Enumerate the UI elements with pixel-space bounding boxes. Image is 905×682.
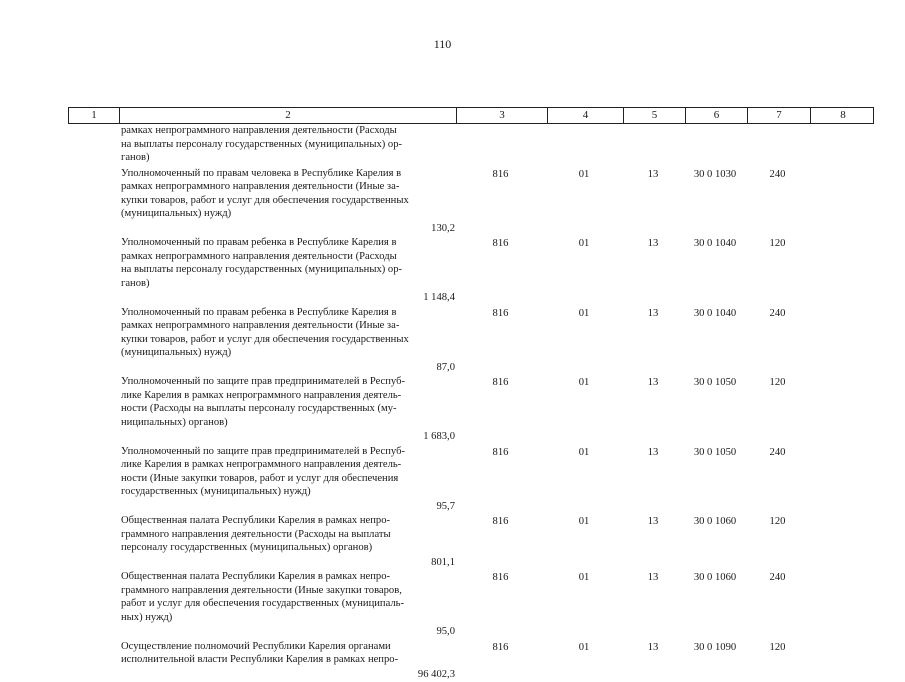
row-description	[118, 445, 455, 499]
table-row	[118, 236, 874, 305]
cell-spacer	[809, 445, 869, 499]
table-row	[118, 570, 874, 639]
description-line: Осуществление полномочий Республики Карелия органами	[121, 640, 391, 652]
expense-type-cell: 120	[769, 238, 786, 249]
description-line: Уполномоченный по правам ребенка в Республике Карелия в	[121, 306, 397, 318]
target-article-cell: 30 0 1040	[693, 238, 737, 249]
header-col-5: 5	[623, 108, 685, 123]
description-line: рамках непрограммного направления деятельности (Иные за-	[121, 320, 400, 331]
amount-cell: 96 402,3	[417, 668, 455, 680]
admin-code-cell: 816	[492, 238, 509, 249]
expense-type-cell: 240	[769, 446, 786, 458]
target-article-cell: 30 0 1050	[693, 377, 737, 388]
expense-type-cell: 240	[769, 307, 786, 319]
table-row	[118, 514, 874, 569]
expense-type-cell: 120	[769, 377, 786, 388]
cell-spacer	[809, 306, 869, 360]
description-line: работ и услуг для обеспечения государственных (муниципаль-	[121, 598, 405, 609]
cell-spacer	[809, 514, 869, 555]
row-description	[118, 640, 455, 667]
header-col-7: 7	[747, 108, 810, 123]
section-cell: 01	[578, 238, 590, 249]
amount-cell: 130,2	[431, 222, 455, 234]
target-article-cell: 30 0 1060	[693, 516, 737, 527]
header-col-3: 3	[456, 108, 547, 123]
subsection-cell: 13	[647, 377, 659, 388]
cell-spacer	[809, 375, 869, 429]
admin-code-cell: 816	[492, 572, 509, 583]
expense-type-cell: 240	[769, 168, 786, 180]
expense-type-cell	[746, 124, 809, 165]
amount-cell: 87,0	[436, 361, 455, 373]
section-cell: 01	[578, 516, 590, 527]
cell-spacer	[809, 167, 869, 221]
admin-code-cell: 816	[492, 168, 509, 180]
row-description	[118, 167, 455, 221]
target-article-cell: 30 0 1090	[693, 641, 737, 653]
expense-type-cell: 240	[769, 572, 786, 583]
header-col-6: 6	[685, 108, 747, 123]
description-line: Уполномоченный по защите прав предпринимателей в Респуб-	[121, 445, 406, 457]
subsection-cell: 13	[647, 238, 659, 249]
description-line: ганов)	[121, 277, 150, 289]
section-cell	[546, 124, 622, 165]
table-row	[118, 445, 874, 514]
description-line: исполнительной власти Республики Карелия в рамках непро-	[121, 654, 399, 665]
row-description	[118, 570, 455, 624]
row-description	[118, 514, 455, 555]
subsection-cell: 13	[647, 307, 659, 319]
description-line: (муниципальных) нужд)	[121, 208, 232, 219]
table-row	[118, 306, 874, 375]
description-line: Общественная палата Республики Карелия в рамках непро-	[121, 515, 391, 526]
target-article-cell	[684, 124, 746, 165]
description-line: Уполномоченный по правам ребенка в Республике Карелия в	[121, 237, 397, 248]
description-line: персоналу государственных (муниципальных) органов)	[121, 542, 373, 553]
description-line: рамках непрограммного направления деятельности (Иные за-	[121, 181, 400, 192]
amount-cell: 801,1	[431, 556, 455, 568]
table-body	[118, 124, 874, 681]
description-line: купки товаров, работ и услуг для обеспечения государственных	[121, 333, 409, 345]
amount-cell: 1 148,4	[423, 292, 455, 303]
row-description	[118, 306, 455, 360]
header-col-1: 1	[91, 109, 97, 121]
subsection-cell	[622, 124, 684, 165]
table-row	[118, 640, 874, 682]
cell-spacer	[809, 124, 869, 165]
description-line: рамках непрограммного направления деятельности (Расходы	[121, 250, 397, 262]
target-article-cell: 30 0 1050	[693, 446, 737, 458]
section-cell: 01	[578, 641, 590, 653]
header-col-8: 8	[810, 108, 875, 123]
admin-code-cell: 816	[492, 377, 509, 388]
admin-code-cell: 816	[492, 446, 509, 458]
header-col-4: 4	[547, 108, 623, 123]
header-col-2: 2	[119, 108, 456, 123]
amount-cell: 95,0	[436, 626, 455, 637]
description-line: ности (Иные закупки товаров, работ и услуг для обеспечения	[121, 472, 399, 484]
section-cell: 01	[578, 446, 590, 458]
amount-cell: 95,7	[436, 500, 455, 512]
target-article-cell: 30 0 1030	[693, 168, 737, 180]
description-line: на выплаты персоналу государственных (муниципальных) ор-	[121, 138, 403, 150]
description-line: ниципальных) органов)	[121, 416, 228, 428]
description-line: Общественная палата Республики Карелия в рамках непро-	[121, 571, 391, 582]
row-description	[118, 236, 455, 290]
admin-code-cell: 816	[492, 641, 509, 653]
description-line: лике Карелия в рамках непрограммного направления деятель-	[121, 459, 402, 470]
amount-cell	[118, 165, 455, 166]
row-description	[118, 124, 455, 165]
description-line: купки товаров, работ и услуг для обеспечения государственных	[121, 194, 409, 206]
section-cell: 01	[578, 377, 590, 388]
description-line: граммного направления деятельности (Иные закупки товаров,	[121, 584, 402, 596]
amount-cell: 1 683,0	[423, 431, 455, 442]
table-row	[118, 124, 874, 166]
cell-spacer	[809, 640, 869, 667]
section-cell: 01	[578, 572, 590, 583]
section-cell: 01	[578, 168, 590, 180]
description-line: Уполномоченный по правам человека в Республике Карелия в	[121, 167, 402, 179]
admin-code-cell: 816	[492, 516, 509, 527]
description-line: рамках непрограммного направления деятельности (Расходы	[121, 125, 397, 136]
subsection-cell: 13	[647, 641, 659, 653]
description-line: (муниципальных) нужд)	[121, 347, 232, 358]
cell-spacer	[809, 570, 869, 624]
description-line: граммного направления деятельности (Расходы на выплаты	[121, 528, 391, 540]
cell-spacer	[809, 236, 869, 290]
target-article-cell: 30 0 1060	[693, 572, 737, 583]
page-number: 110	[433, 37, 452, 51]
subsection-cell: 13	[647, 168, 659, 180]
target-article-cell: 30 0 1040	[693, 307, 737, 319]
table-row	[118, 375, 874, 444]
subsection-cell: 13	[647, 516, 659, 527]
table-header-row	[68, 107, 874, 124]
expense-type-cell: 120	[769, 516, 786, 527]
budget-table	[68, 107, 874, 682]
admin-code-cell	[455, 124, 546, 165]
description-line: на выплаты персоналу государственных (муниципальных) ор-	[121, 264, 403, 275]
description-line: ных) нужд)	[121, 611, 173, 623]
description-line: лике Карелия в рамках непрограммного направления деятель-	[121, 389, 402, 401]
description-line: ности (Расходы на выплаты персоналу государственных (му-	[121, 403, 397, 414]
description-line: государственных (муниципальных) нужд)	[121, 486, 311, 497]
expense-type-cell: 120	[769, 641, 786, 653]
section-cell: 01	[578, 307, 590, 319]
subsection-cell: 13	[647, 572, 659, 583]
description-line: Уполномоченный по защите прав предпринимателей в Респуб-	[121, 376, 406, 387]
table-row	[118, 167, 874, 236]
description-line: ганов)	[121, 152, 150, 163]
subsection-cell: 13	[647, 446, 659, 458]
row-description	[118, 375, 455, 429]
admin-code-cell: 816	[492, 307, 509, 319]
